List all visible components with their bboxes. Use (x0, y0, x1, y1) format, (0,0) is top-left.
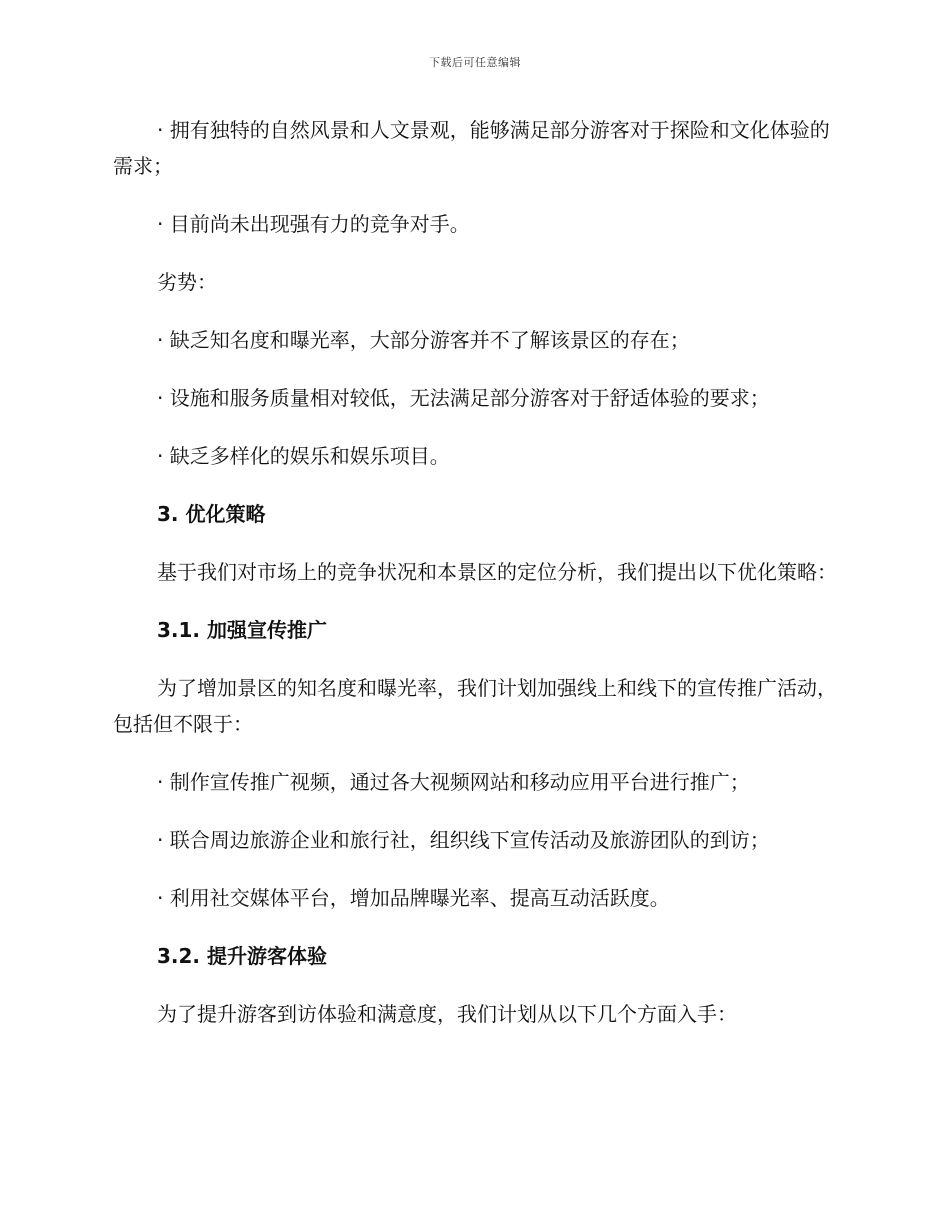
page-header: 下载后可任意编辑 (429, 56, 521, 69)
strength-bullet-scenery: · 拥有独特的自然风景和人文景观，能够满足部分游客对于探险和文化体验的需求； (113, 118, 830, 178)
document-body (113, 112, 838, 1054)
strength-bullet-competition: · 目前尚未出现强有力的竞争对手。 (157, 212, 470, 236)
section-3-intro: 基于我们对市场上的竞争状况和本景区的定位分析，我们提出以下优化策略： (157, 560, 837, 584)
promo-bullet-video: · 制作宣传推广视频，通过各大视频网站和移动应用平台进行推广； (157, 770, 750, 794)
section-3-2-intro: 为了提升游客到访体验和满意度，我们计划从以下几个方面入手： (157, 1002, 737, 1026)
section-3-1-intro: 为了增加景区的知名度和曝光率，我们计划加强线上和线下的宣传推广活动，包括但不限于： (113, 676, 837, 736)
weakness-bullet-facilities: · 设施和服务质量相对较低，无法满足部分游客对于舒适体验的要求； (157, 386, 770, 410)
section-heading-3-2: 3.2. 提升游客体验 (157, 944, 327, 968)
section-heading-3: 3. 优化策略 (157, 502, 266, 526)
weakness-bullet-entertainment: · 缺乏多样化的娱乐和娱乐项目。 (157, 444, 450, 468)
weakness-label: 劣势： (157, 270, 217, 294)
section-heading-3-1: 3.1. 加强宣传推广 (157, 618, 327, 642)
promo-bullet-partners: · 联合周边旅游企业和旅行社，组织线下宣传活动及旅游团队的到访； (157, 828, 770, 852)
promo-bullet-social: · 利用社交媒体平台，增加品牌曝光率、提高互动活跃度。 (157, 886, 670, 910)
weakness-bullet-awareness: · 缺乏知名度和曝光率，大部分游客并不了解该景区的存在； (157, 328, 690, 352)
